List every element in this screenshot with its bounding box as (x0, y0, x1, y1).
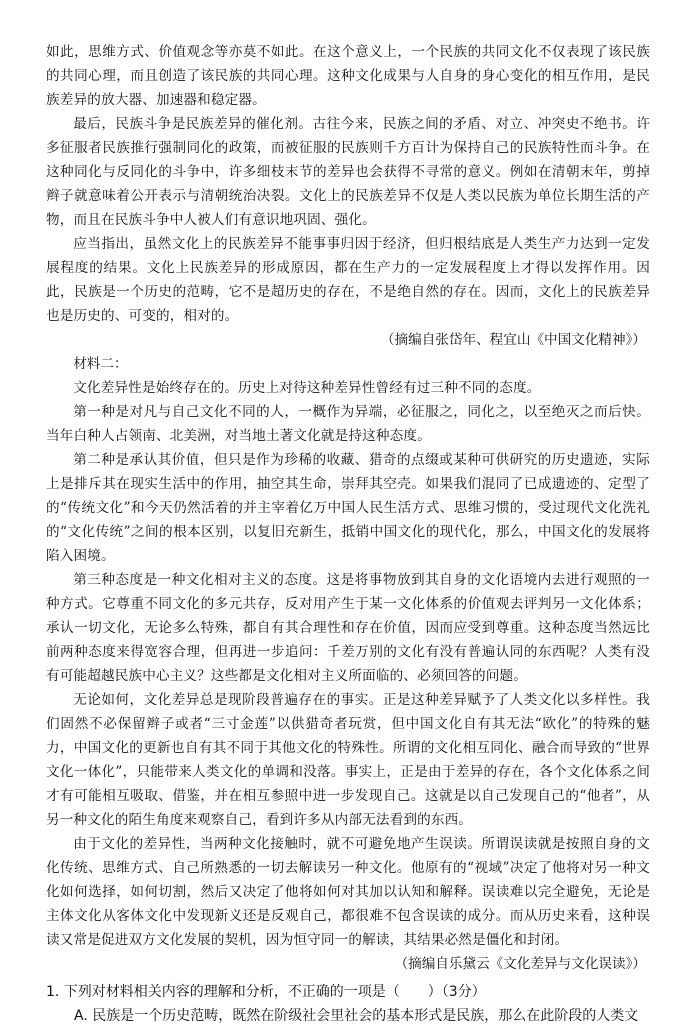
paragraph: 第三种态度是一种文化相对主义的态度。这是将事物放到其自身的文化语境内去进行观照的一种方式。它尊重不同文化的多元共存，反对用产生于某一文化体系的价值观去评判另一文化体系；承认一切文化，无论多么特殊，都自有其合理性和存在价值，因而应受到尊重。这种态度当然远比前两种态度来得宽容合理，但再进一步追问：千差万别的文化有没有普遍认同的东西呢？人类有没有可能超越民族中心主义？这些都是文化相对主义所面临的、必须回答的问题。 (46, 572, 650, 684)
source-citation: （摘编自张岱年、程宜山《中国文化精神》） (380, 332, 646, 348)
material-1 (46, 40, 650, 352)
material-2 (46, 352, 650, 976)
question-1 (46, 980, 650, 1028)
paragraph: 最后，民族斗争是民族差异的催化剂。古往今来，民族之间的矛盾、对立、冲突史不绝书。许多征服者民族推行强制同化的政策，而被征服的民族则千方百计为保持自己的民族特性而斗争。在这种同化与反同化的斗争中，许多细枝末节的差异也会获得不寻常的意义。例如在清朝末年，剪掉辫子就意味着公开表示与清朝统治决裂。文化上的民族差异不仅是人类以民族为单位长期生活的产物，而且在民族斗争中人被人们有意识地巩固、强化。 (46, 116, 650, 228)
material-label: 材料二： (73, 356, 128, 372)
paragraph: 无论如何，文化差异总是现阶段普遍存在的事实。正是这种差异赋予了人类文化以多样性。我们固然不必保留辫子或者“三寸金莲”以供猎奇者玩赏，但中国文化自有其无法“欧化”的特殊的魅力，中国文化的更新也自有其不同于其他文化的特殊性。所谓的文化相互同化、融合而导致的“世界文化一体化”，只能带来人类文化的单调和没落。事实上，正是由于差异的存在，各个文化体系之间才有可能相互吸取、借鉴，并在相互参照中进一步发现自己。这就是以自己发现自己的“他者”，从另一种文化的陌生角度来观察自己，看到许多从内部无法看到的东西。 (46, 692, 650, 828)
question-stem: 1. 下列对材料相关内容的理解和分析，不正确的一项是（ ）（3分） (46, 984, 486, 1000)
paragraph: 第二种是承认其价值，但只是作为珍稀的收藏、猎奇的点缀或某种可供研究的历史遗迹，实际上是排斥其在现实生活中的作用，抽空其生命，崇拜其空壳。如果我们混同了已成遗迹的、定型了的“传统文化”和今天仍然活着的并主宰着亿万中国人民生活方式、思维习惯的，受过现代文化洗礼的“文化传统”之间的根本区别，以复旧充新生，抵销中国文化的现代化，那么，中国文化的发展将陷入困境。 (46, 452, 650, 564)
paragraph: 第一种是对凡与自己文化不同的人，一概作为异端，必征服之，同化之，以至绝灭之而后快。当年白种人占领南、北美洲，对当地土著文化就是持这种态度。 (46, 404, 650, 444)
paragraph: 由于文化的差异性，当两种文化接触时，就不可避免地产生误读。所谓误读就是按照自身的文化传统、思维方式、自己所熟悉的一切去解读另一种文化。他原有的“视域”决定了他将对另一种文化如何选择，如何切割，然后又决定了他将如何对其加以认知和解释。误读难以完全避免，无论是主体文化从客体文化中发现新义还是反观自己，都很难不包含误读的成分。而从历史来看，这种误读又常是促进双方文化发展的契机，因为恒守同一的解读，其结果必然是僵化和封闭。 (46, 836, 650, 948)
paragraph: 如此，思维方式、价值观念等亦莫不如此。在这个意义上，一个民族的共同文化不仅表现了该民族的共同心理，而且创造了该民族的共同心理。这种文化成果与人自身的身心变化的相互作用，是民族差异的放大器、加速器和稳定器。 (46, 44, 650, 108)
paragraph: 应当指出，虽然文化上的民族差异不能事事归因于经济，但归根结底是人类生产力达到一定发展程度的结果。文化上民族差异的形成原因，都在生产力的一定发展程度上才得以发挥作用。因此，民族是一个历史的范畴，它不是超历史的存在，不是绝自然的存在。因而，文化上的民族差异也是历史的、可变的，相对的。 (46, 236, 650, 324)
option-a: A. 民族是一个历史范畴，既然在阶级社会里社会的基本形式是民族，那么在此阶段的人类文 (74, 1008, 639, 1024)
paragraph: 文化差异性是始终存在的。历史上对待这种差异性曾经有过三种不同的态度。 (73, 380, 541, 396)
source-citation: （摘编自乐黛云《文化差异与文化误读》） (394, 956, 646, 972)
